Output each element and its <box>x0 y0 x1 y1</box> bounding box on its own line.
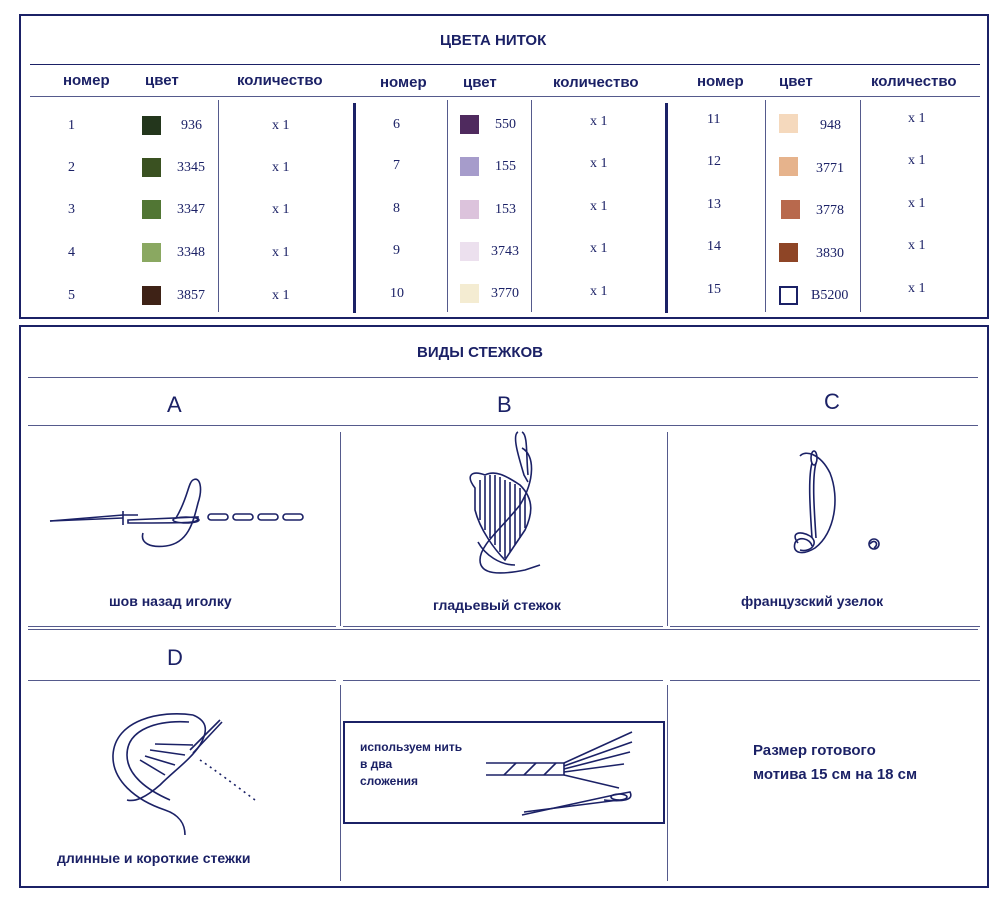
color-swatch <box>779 157 798 176</box>
thread-qty: x 1 <box>908 153 926 168</box>
thread-number: 2 <box>68 160 75 175</box>
header-color-3: цвет <box>779 73 813 90</box>
header-underline <box>30 96 980 97</box>
stitch-letter-c: C <box>824 389 840 414</box>
stitch-letter-d: D <box>167 645 183 670</box>
thread-code: 3778 <box>816 203 844 218</box>
satin-stitch-illustration <box>460 430 560 580</box>
color-swatch <box>142 243 161 262</box>
caption-long-short-stitch: длинные и короткие стежки <box>57 850 251 866</box>
backstitch-illustration <box>48 478 310 548</box>
color-swatch <box>460 284 479 303</box>
color-swatch <box>142 286 161 305</box>
thread-number: 5 <box>68 288 75 303</box>
header-number-3: номер <box>697 73 744 90</box>
thread-colors-title: ЦВЕТА НИТОК <box>440 32 547 49</box>
divider <box>343 680 663 681</box>
thread-code: B5200 <box>811 288 849 303</box>
group-sep <box>353 103 356 313</box>
divider <box>28 629 978 630</box>
thread-number: 4 <box>68 245 75 260</box>
thread-code: 3347 <box>177 202 205 217</box>
divider <box>28 680 336 681</box>
color-swatch-outline <box>779 286 798 305</box>
divider <box>343 626 663 627</box>
doubled-thread-illustration <box>484 730 644 820</box>
thread-qty: x 1 <box>908 196 926 211</box>
stitch-types-title: ВИДЫ СТЕЖКОВ <box>417 344 543 361</box>
col-sep <box>531 100 532 312</box>
color-swatch <box>460 200 479 219</box>
color-swatch <box>781 200 800 219</box>
divider <box>28 626 336 627</box>
col-sep <box>340 432 341 626</box>
note-line-3: сложения <box>360 774 418 788</box>
thread-code: 550 <box>495 117 516 132</box>
col-sep <box>667 432 668 626</box>
thread-qty: x 1 <box>272 160 290 175</box>
thread-number: 13 <box>707 197 721 212</box>
french-knot-illustration <box>790 448 890 568</box>
color-swatch <box>460 242 479 261</box>
thread-code: 153 <box>495 202 516 217</box>
divider <box>670 680 980 681</box>
col-sep <box>218 100 219 312</box>
thread-code: 3857 <box>177 288 205 303</box>
caption-satin-stitch: гладьевый стежок <box>433 597 561 613</box>
note-line-2: в два <box>360 757 393 771</box>
stitch-letter-a: A <box>167 392 182 417</box>
thread-qty: x 1 <box>908 238 926 253</box>
group-sep <box>665 103 668 313</box>
thread-code: 936 <box>181 118 202 133</box>
thread-qty: x 1 <box>590 114 608 129</box>
note-line-1: используем нить <box>360 740 463 754</box>
thread-number: 14 <box>707 239 721 254</box>
thread-code: 3743 <box>491 244 519 259</box>
color-swatch <box>142 116 161 135</box>
color-swatch <box>142 200 161 219</box>
thread-code: 155 <box>495 159 516 174</box>
color-swatch <box>779 114 798 133</box>
thread-number: 10 <box>390 286 404 301</box>
header-qty-2: количество <box>553 74 639 91</box>
header-number-2: номер <box>380 74 427 91</box>
finished-size-line-1: Размер готового <box>753 742 876 759</box>
col-sep <box>667 685 668 881</box>
thread-qty: x 1 <box>590 199 608 214</box>
col-sep <box>860 100 861 312</box>
thread-number: 8 <box>393 201 400 216</box>
divider <box>670 626 980 627</box>
thread-number: 11 <box>707 112 721 127</box>
thread-code: 3770 <box>491 286 519 301</box>
header-color-2: цвет <box>463 74 497 91</box>
thread-qty: x 1 <box>272 202 290 217</box>
thread-code: 3348 <box>177 245 205 260</box>
thread-number: 1 <box>68 118 75 133</box>
thread-number: 15 <box>707 282 721 297</box>
color-swatch <box>142 158 161 177</box>
thread-code: 3771 <box>816 161 844 176</box>
header-qty-1: количество <box>237 72 323 89</box>
long-short-stitch-illustration <box>105 710 275 840</box>
caption-french-knot: французский узелок <box>741 593 884 609</box>
thread-qty: x 1 <box>590 156 608 171</box>
thread-code: 3345 <box>177 160 205 175</box>
header-number-1: номер <box>63 72 110 89</box>
thread-number: 9 <box>393 243 400 258</box>
caption-backstitch: шов назад иголку <box>109 593 232 609</box>
thread-code: 948 <box>820 118 841 133</box>
thread-qty: x 1 <box>908 281 926 296</box>
divider <box>30 64 980 65</box>
finished-size-line-2: мотива 15 см на 18 см <box>753 766 918 783</box>
thread-qty: x 1 <box>272 288 290 303</box>
header-qty-3: количество <box>871 73 957 90</box>
col-sep <box>340 685 341 881</box>
divider <box>28 425 978 426</box>
thread-qty: x 1 <box>590 284 608 299</box>
header-color-1: цвет <box>145 72 179 89</box>
col-sep <box>447 100 448 312</box>
color-swatch <box>460 157 479 176</box>
thread-number: 7 <box>393 158 400 173</box>
thread-number: 12 <box>707 154 721 169</box>
thread-number: 3 <box>68 202 75 217</box>
stitch-letter-b: B <box>497 392 512 417</box>
thread-qty: x 1 <box>272 245 290 260</box>
thread-number: 6 <box>393 117 400 132</box>
thread-qty: x 1 <box>590 241 608 256</box>
divider <box>28 377 978 378</box>
thread-qty: x 1 <box>908 111 926 126</box>
color-swatch <box>460 115 479 134</box>
thread-code: 3830 <box>816 246 844 261</box>
thread-qty: x 1 <box>272 118 290 133</box>
col-sep <box>765 100 766 312</box>
color-swatch <box>779 243 798 262</box>
